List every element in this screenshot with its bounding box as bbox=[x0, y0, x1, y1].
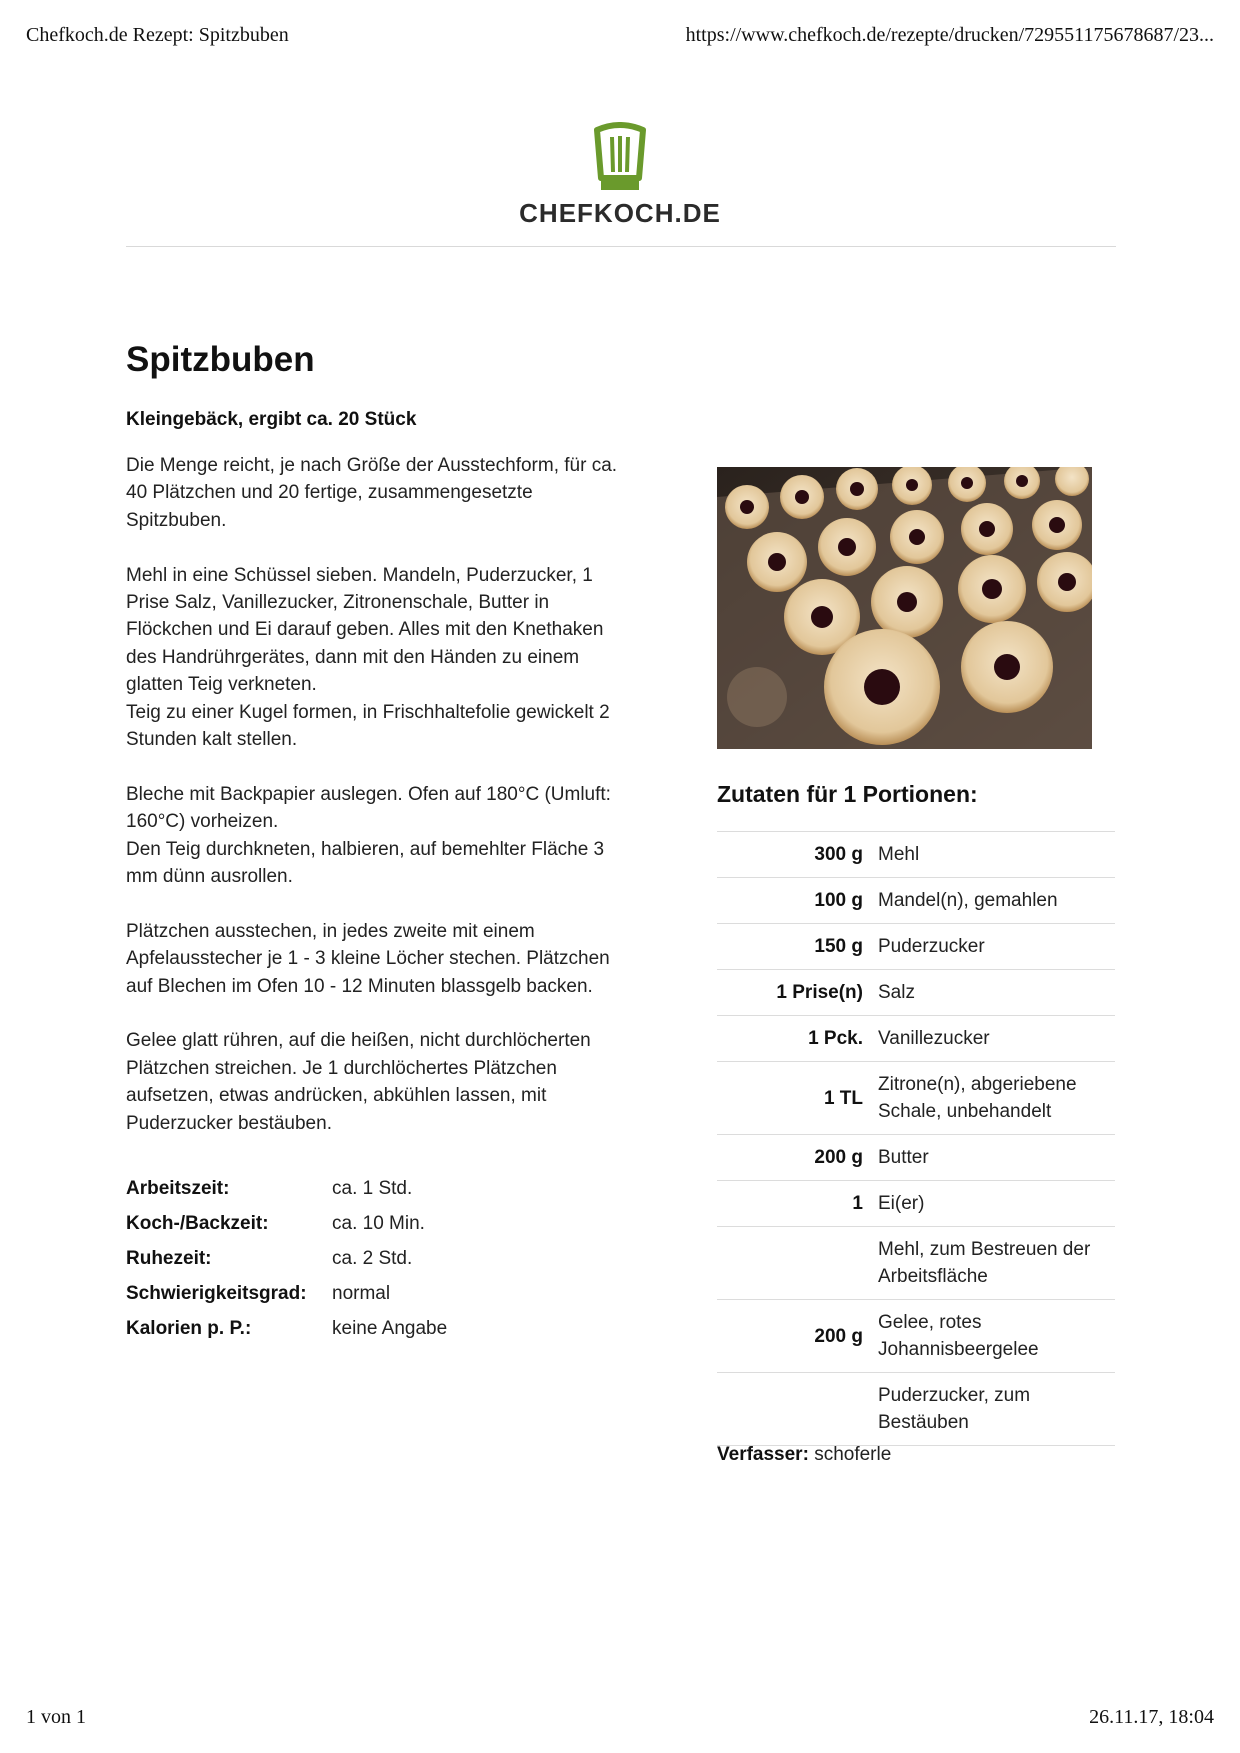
meta-row bbox=[126, 1318, 447, 1353]
meta-label: Koch-/Backzeit: bbox=[126, 1213, 269, 1234]
ingredient-amount: 200 g bbox=[814, 1147, 863, 1168]
chefkoch-logo[interactable] bbox=[0, 122, 1240, 229]
ingredient-amount: 150 g bbox=[814, 936, 863, 957]
meta-value: ca. 1 Std. bbox=[332, 1178, 413, 1199]
ingredient-row bbox=[717, 1373, 1115, 1446]
header-divider bbox=[126, 246, 1116, 247]
ingredient-row bbox=[717, 878, 1115, 924]
ingredient-name: Zitrone(n), abgeriebene Schale, unbehandelt bbox=[878, 1074, 1077, 1122]
ingredient-name: Mehl bbox=[878, 844, 920, 865]
recipe-subtitle: Kleingebäck, ergibt ca. 20 Stück bbox=[126, 409, 417, 430]
print-datetime: 26.11.17, 18:04 bbox=[1089, 1706, 1214, 1728]
ingredient-amount: 200 g bbox=[814, 1325, 863, 1347]
recipe-author bbox=[717, 1444, 891, 1466]
ingredient-name: Ei(er) bbox=[878, 1193, 925, 1214]
ingredient-row bbox=[717, 1016, 1115, 1062]
ingredient-amount: 100 g bbox=[814, 890, 863, 911]
ingredient-name: Vanillezucker bbox=[878, 1028, 990, 1049]
ingredient-name: Mehl, zum Bestreuen der Arbeitsfläche bbox=[878, 1239, 1091, 1287]
ingredients-table bbox=[717, 831, 1115, 1446]
ingredient-name: Salz bbox=[878, 982, 915, 1003]
meta-value: ca. 2 Std. bbox=[332, 1248, 413, 1269]
meta-label: Arbeitszeit: bbox=[126, 1178, 230, 1199]
ingredient-row bbox=[717, 1181, 1115, 1227]
ingredient-row bbox=[717, 1227, 1115, 1300]
ingredient-amount: 1 Prise(n) bbox=[776, 982, 863, 1003]
ingredient-name: Puderzucker, zum Bestäuben bbox=[878, 1385, 1031, 1433]
instruction-paragraph: Bleche mit Backpapier auslegen. Ofen auf 180°C (Umluft: 160°C) vorheizen. Den Teig durchkneten, halbieren, auf bemehlter Fläche 3 mm dünn ausrollen. bbox=[126, 783, 611, 888]
author-name: schoferle bbox=[814, 1444, 892, 1465]
ingredient-amount: 1 bbox=[852, 1193, 863, 1214]
ingredient-row bbox=[717, 832, 1115, 878]
meta-value: keine Angabe bbox=[332, 1318, 448, 1339]
print-footer bbox=[26, 1706, 1214, 1729]
ingredient-name: Mandel(n), gemahlen bbox=[878, 890, 1058, 911]
ingredients-title: Zutaten für 1 Portionen: bbox=[717, 781, 978, 807]
meta-row bbox=[126, 1283, 447, 1318]
ingredient-amount: 1 Pck. bbox=[808, 1028, 863, 1049]
logo-wordmark: CHEFKOCH.DE bbox=[519, 198, 721, 228]
ingredient-name: Puderzucker bbox=[878, 936, 985, 957]
ingredient-amount bbox=[717, 1227, 878, 1300]
meta-row bbox=[126, 1213, 447, 1248]
recipe-instructions bbox=[126, 452, 666, 1164]
instruction-paragraph: Gelee glatt rühren, auf die heißen, nicht durchlöcherten Plätzchen streichen. Je 1 durchlöchertes Plätzchen aufsetzen, etwas andrücken, abkühlen lassen, mit Puderzucker bestäuben. bbox=[126, 1030, 591, 1134]
meta-label: Ruhezeit: bbox=[126, 1248, 212, 1269]
meta-label: Schwierigkeitsgrad: bbox=[126, 1283, 307, 1304]
ingredient-row bbox=[717, 1062, 1115, 1135]
ingredient-amount: 1 TL bbox=[823, 1087, 863, 1109]
meta-row bbox=[126, 1248, 447, 1283]
recipe-title: Spitzbuben bbox=[126, 340, 315, 379]
page-number: 1 von 1 bbox=[26, 1706, 86, 1728]
instruction-paragraph: Mehl in eine Schüssel sieben. Mandeln, Puderzucker, 1 Prise Salz, Vanillezucker, Zitronenschale, Butter in Flöckchen und Ei darauf geben. Alles mit den Knethaken des Handrührgerätes, dann mit den Händen zu einem glatten Teig verkneten. Teig zu einer Kugel formen, in Frischhaltefolie gewickelt 2 Stunden kalt stellen. bbox=[126, 564, 610, 751]
instruction-paragraph: Die Menge reicht, je nach Größe der Ausstechform, für ca. 40 Plätzchen und 20 fertige, zusammengesetzte Spitzbuben. bbox=[126, 455, 618, 531]
recipe-meta-table bbox=[126, 1178, 447, 1353]
ingredient-name: Butter bbox=[878, 1147, 929, 1168]
ingredient-amount bbox=[717, 1373, 878, 1446]
ingredient-amount: 300 g bbox=[814, 844, 863, 865]
meta-label: Kalorien p. P.: bbox=[126, 1318, 252, 1339]
recipe-photo bbox=[717, 467, 1092, 749]
ingredient-name: Gelee, rotes Johannisbeergelee bbox=[878, 1312, 1039, 1360]
print-header-url: https://www.chefkoch.de/rezepte/drucken/729551175678687/23... bbox=[685, 24, 1214, 46]
ingredient-row bbox=[717, 1135, 1115, 1181]
meta-row bbox=[126, 1178, 447, 1213]
instruction-paragraph: Plätzchen ausstechen, in jedes zweite mit einem Apfelausstecher je 1 - 3 kleine Löcher stechen. Plätzchen auf Blechen im Ofen 10 - 12 Minuten blassgelb backen. bbox=[126, 920, 610, 997]
ingredient-row bbox=[717, 924, 1115, 970]
author-label: Verfasser: bbox=[717, 1444, 809, 1465]
meta-value: ca. 10 Min. bbox=[332, 1213, 425, 1234]
ingredient-row bbox=[717, 1300, 1115, 1373]
chef-hat-icon bbox=[591, 122, 649, 192]
print-header bbox=[26, 24, 1214, 47]
ingredient-row bbox=[717, 970, 1115, 1016]
print-header-title: Chefkoch.de Rezept: Spitzbuben bbox=[26, 24, 289, 46]
meta-value: normal bbox=[332, 1283, 391, 1304]
